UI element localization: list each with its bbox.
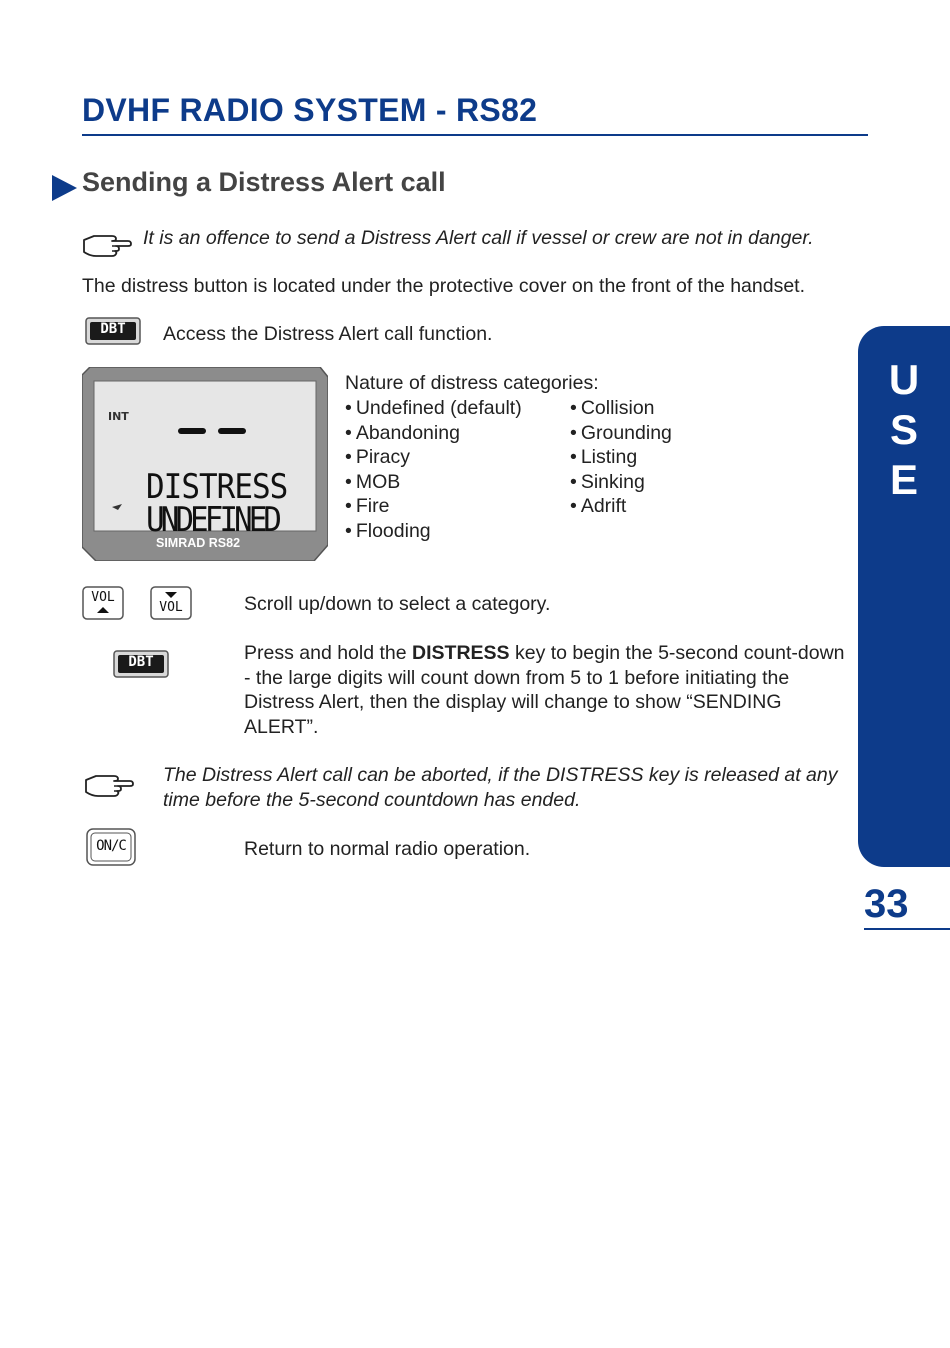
tab-letter: U [888, 356, 920, 403]
list-item: • Listing [570, 445, 672, 470]
list-item: • Fire [345, 494, 522, 519]
lcd-line-2: UNDEFINED [146, 500, 278, 540]
vol-up-key-button[interactable] [82, 586, 124, 620]
page-title: DVHF RADIO SYSTEM - RS82 [82, 92, 538, 128]
onc-key-button[interactable] [86, 828, 136, 866]
list-item: • Abandoning [345, 421, 522, 446]
abort-note: The Distress Alert call can be aborted, if the DISTRESS key is released at any time before the 5-second countdown has ended. [163, 764, 838, 811]
intro-text: The distress button is located under the protective cover on the front of the handset. [82, 275, 806, 297]
list-item: • MOB [345, 470, 522, 495]
access-step-text: Access the Distress Alert call function. [163, 323, 493, 345]
categories-list-right [570, 396, 672, 519]
lcd-line-1: DISTRESS [146, 467, 288, 507]
title-divider [82, 134, 868, 136]
hold-text-bold: DISTRESS [412, 642, 510, 664]
page-number: 33 [864, 882, 909, 926]
list-item: • Grounding [570, 421, 672, 446]
list-item: • Piracy [345, 445, 522, 470]
dbt-key-button[interactable] [85, 317, 141, 345]
pointing-hand-icon [84, 768, 134, 798]
page-number-rule [864, 928, 950, 930]
list-item: • Sinking [570, 470, 672, 495]
pointing-hand-icon [82, 228, 132, 258]
handset-display [82, 367, 328, 561]
vol-down-key-label: VOL [159, 600, 183, 615]
list-item: • Undefined (default) [345, 396, 522, 421]
hold-text-prefix: Press and hold the [244, 642, 413, 664]
vol-up-key-label: VOL [91, 590, 115, 605]
list-item: • Flooding [345, 519, 522, 544]
categories-list-left [345, 396, 522, 543]
list-item: • Collision [570, 396, 672, 421]
dbt-key-label: DBT [100, 321, 126, 337]
tab-letter: E [889, 456, 918, 503]
hold-text-suffix: key to begin the 5-second count-down - the large digits will count down from 5 to 1 before initiating the Distress Alert, then the display will change to show “SENDING ALERT”. [244, 642, 845, 738]
distress-key-label: DBT [128, 654, 154, 670]
tab-letter: S [889, 406, 918, 453]
section-heading: Sending a Distress Alert call [82, 167, 446, 197]
return-step-text: Return to normal radio operation. [244, 838, 531, 860]
warning-note: It is an offence to send a Distress Alert call if vessel or crew are not in danger. [143, 227, 814, 249]
section-side-tab [858, 326, 950, 867]
vol-down-key-button[interactable] [150, 586, 192, 620]
lcd-int-indicator: INT [108, 410, 129, 423]
lcd-brand: SIMRAD RS82 [156, 536, 241, 550]
list-item: • Adrift [570, 494, 672, 519]
hold-step-text [244, 641, 848, 739]
categories-heading: Nature of distress categories: [345, 372, 599, 394]
distress-key-button[interactable] [113, 650, 169, 678]
scroll-step-text: Scroll up/down to select a category. [244, 593, 551, 615]
onc-key-label: ON/C [96, 838, 126, 854]
section-arrow-icon [52, 175, 77, 201]
